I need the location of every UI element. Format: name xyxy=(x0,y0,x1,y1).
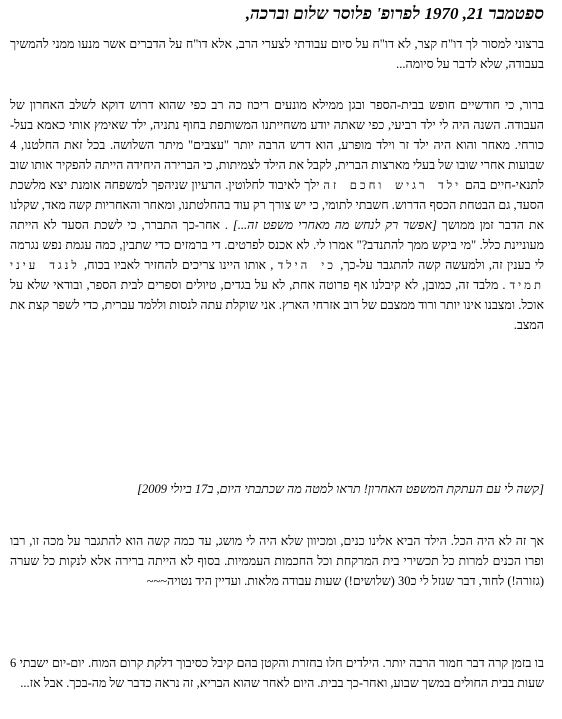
paragraph-main-part1: ברור, כי חודשיים חופש בבית-הספר ובגן ממילא מונעים ריכוז כה רב כפי שהוא דרוש דוקא לשלב האחרון של העבודה. השנה היה לי ילד רביעי, כפי שאתה יודע משחייתנו המשותפת בחוף נתניה, ילד שאימץ אותי כאמא בעל- כורחי. מאחר והוא היה ילד זר וילד מופרע, הוא דרש הרבה יותר "עצבים" מיתר השלושה. בכל זאת החלטנו, 4 שבועות אחרי שובו של בעלי מארצות הברית, לקבל את הילד לצמיתות, כי הברירה היחידה הייתה להפקיר אותו שוב לתנאי-חיים בהם xyxy=(10,98,544,192)
typewriter-emphasis-2: כי הילד xyxy=(277,258,336,272)
editor-note: [קשה לי עם העתקת המשפט האחרון! תראו למטה מה שכתבתי היום, ב17 ביולי 2009] xyxy=(137,482,544,496)
paragraph-main-part5: . מלבד זה, כמובן, לא קיבלנו אף פרוטה אחת, לא על בגדים, טיולים וספרים לבית הספר, ובודאי שלא על אוכל. ומצבנו אינו יותר ורוד ממצבם של רוב אזרחי הארץ. אני שוקלת עתה לנסות וללמד עברית, כדי לשפר קצת את המצב. xyxy=(10,278,544,332)
paragraph-intro-text: ברצוני למסור לך דו"ח קצר, לא דו"ח על סיום עבודתי לצערי הרב, אלא דו"ח על הדברים אשר מנעו ממני להמשיך בעבודה, שלא לדבר על סיומה... xyxy=(10,37,544,71)
paragraph-main-part2: ילך לאיבוד לחלוטין. הרעיון שניהפך למשפחה אומנת יצא מלשכת הסעד, גם הבטחת הכסף הדרוש. חשבתי לתומי, כי יש צורך רק עוד בהחלטתנו, ומאחר והאחריות קשה מאד, שקלנו את הדבר זמן ממושך xyxy=(10,178,544,232)
paragraph-illness xyxy=(10,653,544,693)
paragraph-intro xyxy=(10,34,544,74)
paragraph-lice-text: אך זה לא היה הכל. הילד הביא אלינו כנים, ומכיוון שלא היה לי מושג, עד כמה קשה הוא להתגבר על מכה זו, רבו ופרו הכנים למרות כל תכשירי בית המרקחת וכל החכמות העממיות. בסוף לא הייתה ברירה אלא לנקות כל שערה (גזורה!) לחוד, דבר שגזל לי כ30 (שלושים!) שעות עבודה מלאות. ועדיין היד נטויה~~~ xyxy=(10,534,544,588)
typewriter-emphasis-1: ילד רגיש וחכם זה xyxy=(323,178,462,192)
paragraph-lice xyxy=(10,531,544,591)
typewriter-emphasis-3: לנגד עיני תמיד xyxy=(10,258,544,292)
letter-heading: ספטמבר 21, 1970 לפרופ' פלוסר שלום וברכה, xyxy=(245,4,544,23)
paragraph-main xyxy=(10,95,544,335)
paragraph-main-part4: , אותו היינו צריכים להחזיר לאביו בכוח, xyxy=(84,258,274,272)
editor-remark-inline: [אפשר רק לנחש מה מאחרי משפט זה...] xyxy=(232,218,437,232)
paragraph-main-part3: . אחר-כך התברר, כי לשכת הסעד לא הייתה מעוניינת כלל. "מי ביקש ממך להתנדב?" אמרו לי. לא אכנס לפרטים. די ברמזים כדי שתבין, כמה עגמת נפש נגרמה לי בענין זה, ולמעשה קשה להתגבר על-כך, xyxy=(10,218,545,272)
paragraph-illness-text: בו בזמן קרה דבר חמור הרבה יותר. הילדים חלו בחזרת והקטן בהם קיבל כסיבוך דלקת קרום המוח. יום-יום ישבתי 6 שעות בבית החולים במשך שבוע, ואחר-כך בבית. היום לאחר שהוא הבריא, זה נראה כדבר של מה-בכך. אבל אז... xyxy=(10,656,544,690)
